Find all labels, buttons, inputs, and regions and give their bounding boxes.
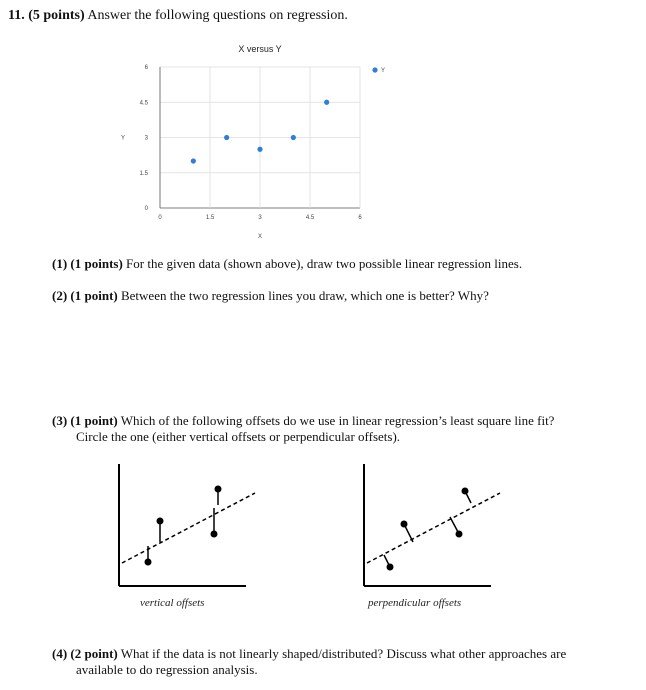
chart-data-point — [291, 135, 296, 140]
subquestion-4-text-line1: What if the data is not linearly shaped/distributed? Discuss what other approaches are — [120, 646, 567, 661]
chart-ytick-label: 3 — [144, 135, 148, 142]
chart-xtick-label: 6 — [358, 215, 362, 221]
question-points: (5 points) — [28, 8, 85, 23]
vertical-figure-regression-line — [122, 493, 255, 563]
chart-ytick-label: 6 — [144, 65, 148, 71]
subquestion-1 — [52, 256, 522, 272]
subquestion-4 — [52, 646, 566, 662]
chart-data-point — [257, 147, 262, 152]
chart-legend-marker — [372, 67, 377, 72]
subquestion-2-points: (1 point) — [70, 288, 118, 303]
subquestion-2-text: Between the two regression lines you draw, which one is better? Why? — [120, 288, 489, 303]
perpendicular-figure-point — [401, 521, 408, 528]
chart-xtick-label: 1.5 — [205, 215, 215, 221]
subquestion-3 — [52, 413, 554, 429]
vertical-figure-point — [157, 518, 164, 525]
vertical-offsets-caption: vertical offsets — [140, 597, 205, 609]
chart-title: X versus Y — [238, 44, 282, 54]
scatter-chart — [110, 40, 410, 245]
chart-data-point — [191, 158, 196, 163]
perpendicular-offset-4 — [466, 493, 471, 503]
perpendicular-offsets-caption: perpendicular offsets — [368, 597, 462, 609]
perpendicular-offsets-figure — [355, 460, 505, 610]
perpendicular-offset-3 — [450, 517, 458, 532]
chart-xtick-label: 0 — [158, 215, 162, 221]
question-prompt: Answer the following questions on regression. — [87, 8, 348, 23]
scatter-chart-svg — [110, 40, 410, 245]
subquestion-1-points: (1 points) — [70, 256, 123, 271]
subquestion-3-label: (3) — [52, 413, 68, 428]
chart-xtick-label: 4.5 — [305, 215, 315, 221]
subquestion-3-points: (1 point) — [70, 413, 118, 428]
question-heading — [8, 8, 348, 24]
subquestion-3-text-line1: Which of the following offsets do we use in linear regression’s least square line fit? — [120, 413, 555, 428]
chart-data-point — [324, 100, 329, 105]
subquestion-2-label: (2) — [52, 288, 68, 303]
perpendicular-offset-2 — [405, 526, 413, 542]
vertical-figure-point — [215, 486, 222, 493]
vertical-figure-point — [145, 559, 152, 566]
subquestion-2 — [52, 288, 489, 304]
chart-data-point — [224, 135, 229, 140]
vertical-figure-point — [211, 531, 218, 538]
perpendicular-figure-point — [456, 531, 463, 538]
chart-ytick-label: 4.5 — [139, 100, 148, 107]
chart-ytick-label: 1.5 — [139, 170, 148, 177]
subquestion-4-line2: available to do regression analysis. — [76, 662, 258, 677]
subquestion-1-label: (1) — [52, 256, 68, 271]
perpendicular-figure-regression-line — [367, 493, 500, 563]
subquestion-4-label: (4) — [52, 646, 68, 661]
subquestion-3-line2: Circle the one (either vertical offsets or perpendicular offsets). — [76, 429, 401, 444]
perpendicular-figure-point — [462, 488, 469, 495]
chart-y-axis-label: Y — [120, 135, 126, 142]
chart-ytick-label: 0 — [144, 206, 148, 212]
chart-legend-label: Y — [381, 68, 386, 74]
chart-xtick-label: 3 — [258, 215, 262, 221]
vertical-offsets-figure — [110, 460, 260, 610]
question-number: 11. — [8, 8, 25, 23]
perpendicular-figure-point — [387, 564, 394, 571]
chart-x-axis-label: X — [257, 234, 263, 240]
subquestion-4-points: (2 point) — [70, 646, 118, 661]
perpendicular-offset-1 — [384, 555, 389, 565]
subquestion-1-text: For the given data (shown above), draw two possible linear regression lines. — [126, 256, 523, 271]
